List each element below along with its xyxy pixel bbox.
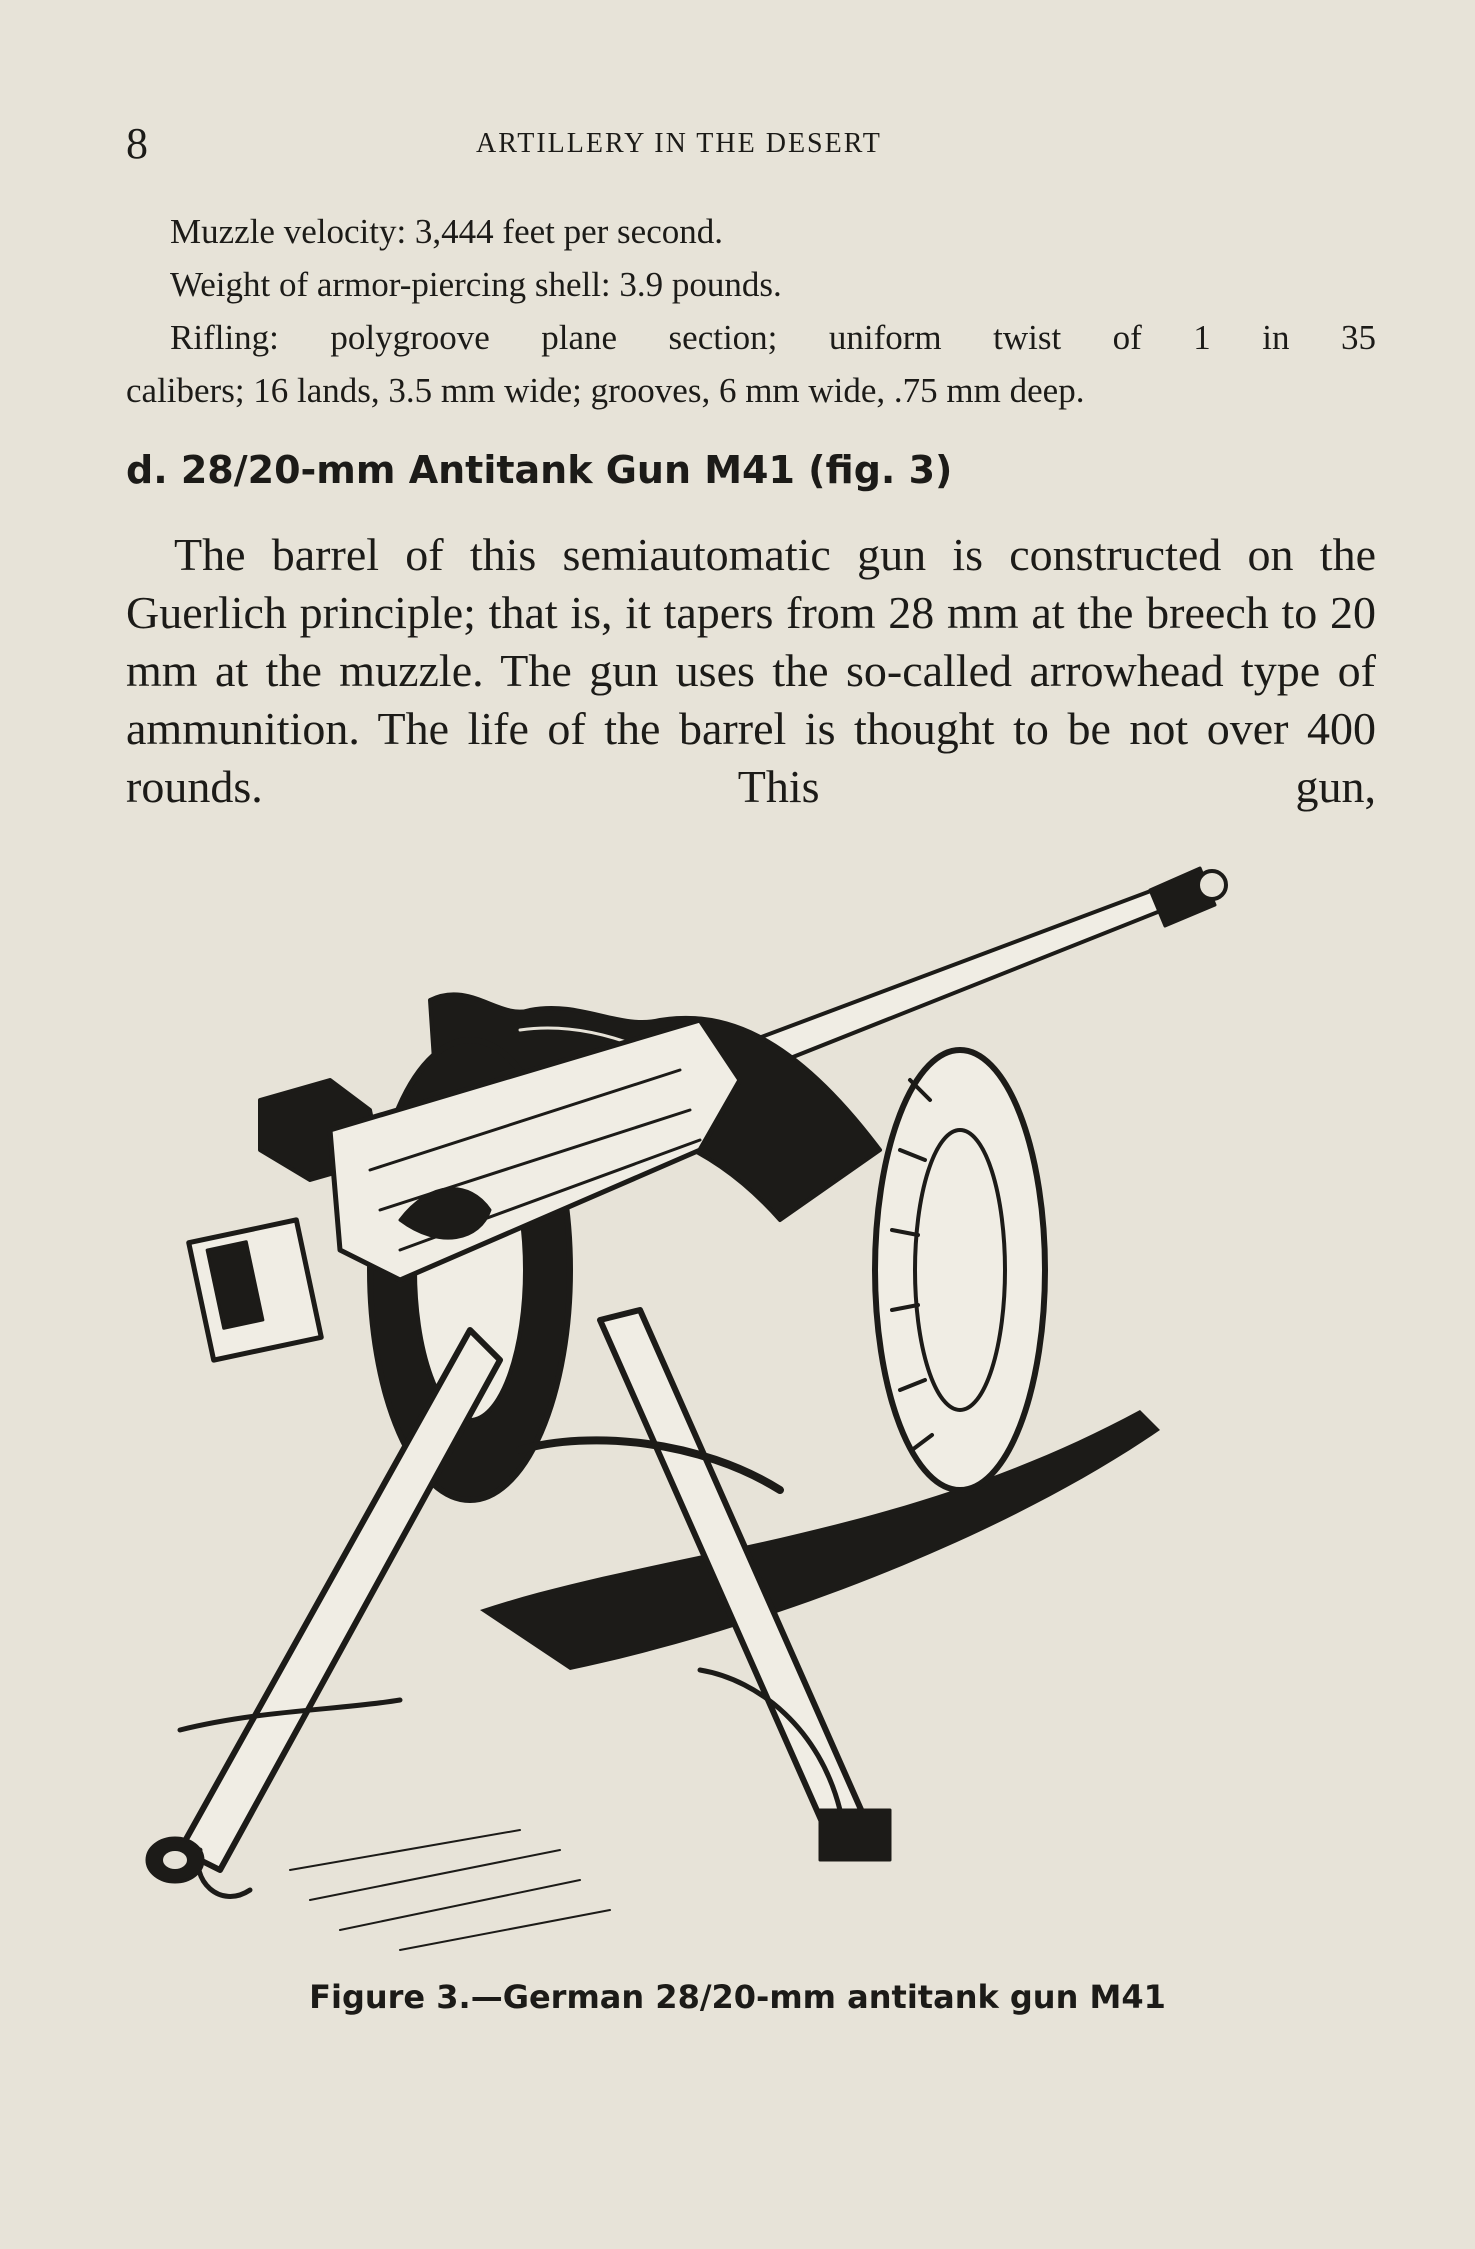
antitank-gun-illustration [140, 850, 1370, 1960]
section-heading: d. 28/20-mm Antitank Gun M41 (fig. 3) [126, 448, 953, 492]
trail-brace [520, 1440, 780, 1490]
right-wheel [875, 1050, 1045, 1490]
spec-rifling-continued: calibers; 16 lands, 3.5 mm wide; grooves, 6 mm wide, .75 mm deep. [126, 371, 1085, 410]
right-trail-spade [820, 1810, 890, 1860]
page-header [126, 118, 1376, 168]
body-paragraph: The barrel of this semiautomatic gun is constructed on the Guerlich principle; that is, it tapers from 28 mm at the breech to 20 mm at the muzzle. The gun uses the so-called arrowhead type of ammunition. The life of the barrel is thought to be not over 400 rounds. This gun, [126, 529, 1376, 812]
figure-gun-illustration [140, 850, 1370, 1960]
page-number: 8 [126, 119, 148, 168]
specification-list [126, 205, 1376, 417]
spec-muzzle-velocity: Muzzle velocity: 3,444 feet per second. [170, 212, 723, 251]
figure-caption: Figure 3.—German 28/20-mm antitank gun M41 [309, 1978, 1166, 2016]
ground-shadow [480, 1410, 1160, 1670]
left-trail [180, 1330, 500, 1870]
running-head: ARTILLERY IN THE DESERT [476, 128, 882, 159]
spec-shell-weight: Weight of armor-piercing shell: 3.9 pounds. [170, 265, 782, 304]
spec-rifling: Rifling: polygroove plane section; uniform twist of 1 in 35 [170, 318, 1376, 357]
